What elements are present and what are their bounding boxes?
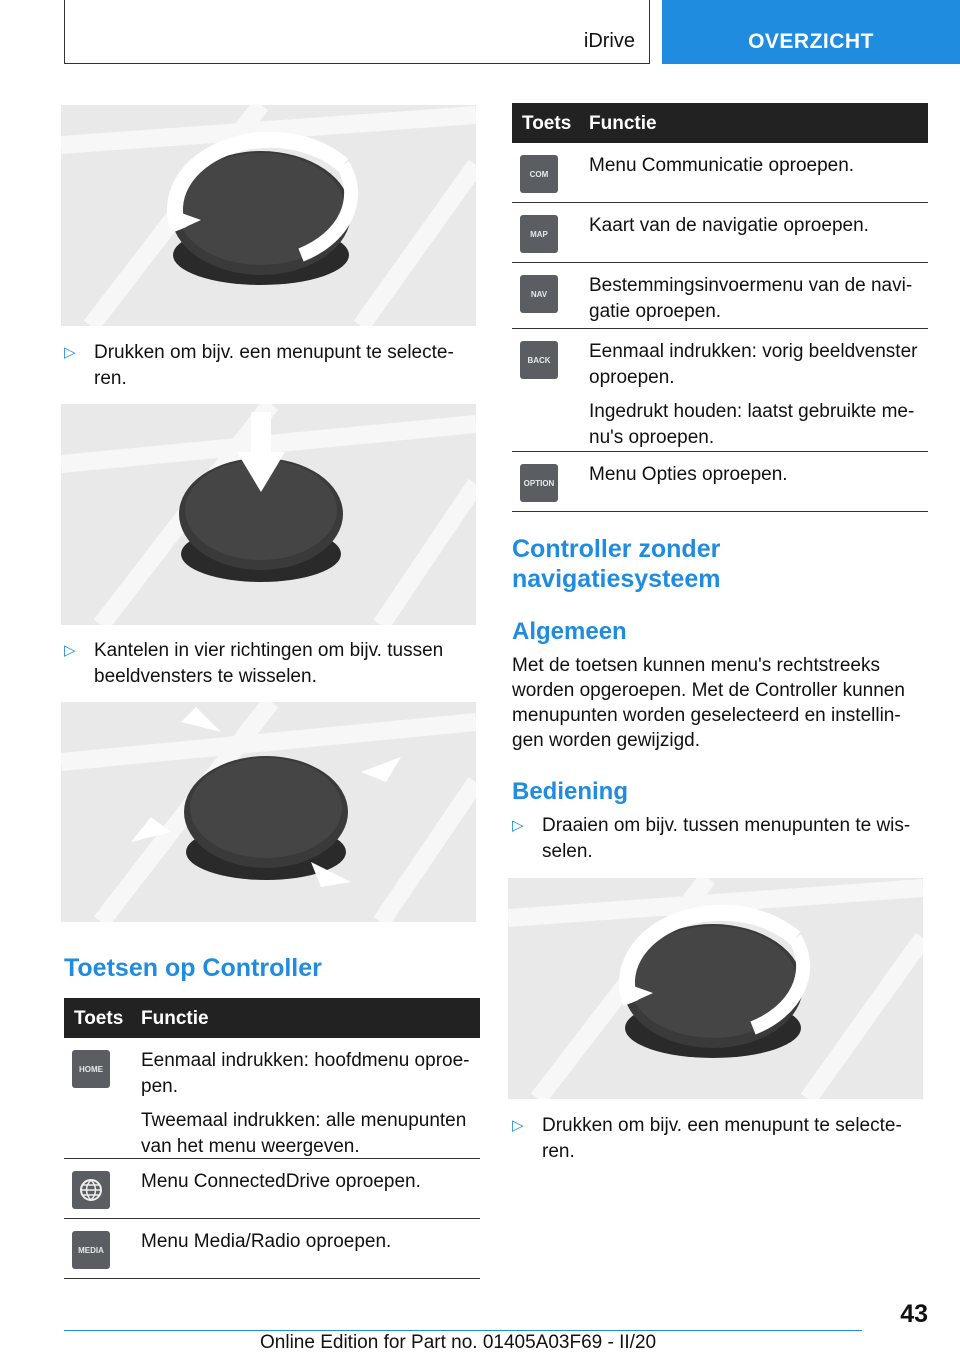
chapter-tab: OVERZICHT: [662, 0, 960, 64]
cell-text: Menu Communicatie oproepen.: [589, 155, 855, 176]
back-key-icon: BACK: [520, 341, 558, 379]
cell-text: Ingedrukt houden: laatst gebruikte me‐nu's oproepen.: [589, 401, 915, 448]
general-paragraph: Met de toetsen kunnen menu's rechtstreeks worden opgeroepen. Met de Controller kunnen menupunten worden geselecteerd en instellin‐gen worden gewijzigd.: [512, 655, 905, 751]
cell-text: Menu ConnectedDrive oproepen.: [141, 1171, 421, 1192]
table-row: [512, 203, 928, 263]
subheading-operation: Bediening: [512, 778, 629, 805]
bullet-text: Draaien om bijv. tussen menupunten te wis‐selen.: [542, 815, 911, 862]
section-heading-controller: Controller zonder navigatiesysteem: [512, 535, 721, 593]
table-row: [512, 143, 928, 203]
edition-note: [260, 1332, 656, 1354]
table-row: [512, 263, 928, 329]
table-row: [64, 1219, 480, 1279]
option-key-icon: OPTION: [520, 464, 558, 502]
globe-key-icon: [72, 1171, 110, 1209]
bullet-rotate: [512, 813, 924, 865]
edition-text: Online Edition for Part no. 01405A03F69 - II/20: [260, 1332, 657, 1353]
bullet-tilt: [64, 638, 476, 690]
table-header: [512, 103, 928, 143]
cell-text: Menu Media/Radio oproepen.: [141, 1231, 392, 1252]
table-header: [64, 998, 480, 1038]
section-heading-keys: Toetsen op Controller: [64, 954, 322, 982]
table-row: [512, 452, 928, 512]
nav-key-icon: NAV: [520, 275, 558, 313]
table-row: [64, 1038, 480, 1159]
map-key-icon: MAP: [520, 215, 558, 253]
footer-divider: [64, 1330, 862, 1331]
bullet-press-2: [512, 1113, 924, 1165]
cell-text: Menu Opties oproepen.: [589, 464, 788, 485]
media-key-icon: MEDIA: [72, 1231, 110, 1269]
com-key-icon: COM: [520, 155, 558, 193]
bullet-text: Drukken om bijv. een menupunt te selecte‐ren.: [542, 1115, 902, 1162]
header-function: Functie: [589, 113, 657, 134]
cell-text: Bestemmingsinvoermenu van de navi‐gatie oproepen.: [589, 275, 913, 322]
controller-press-image: [61, 404, 476, 625]
page-number: 43: [900, 1300, 928, 1328]
section-title: iDrive: [583, 30, 635, 52]
keys-table-right: [512, 103, 928, 512]
header-key: Toets: [74, 1008, 124, 1029]
cell-text: Eenmaal indrukken: vorig beeldvenster oproepen.: [589, 341, 918, 388]
triangle-bullet-icon: ▷: [64, 344, 76, 361]
cell-text: Eenmaal indrukken: hoofdmenu oproe‐pen.: [141, 1050, 470, 1097]
triangle-bullet-icon: ▷: [64, 642, 76, 659]
bullet-text: Drukken om bijv. een menupunt te selecte‐ren.: [94, 342, 454, 389]
subheading-general: Algemeen: [512, 618, 627, 645]
cell-text: Tweemaal indrukken: alle menupunten van het menu weergeven.: [141, 1110, 467, 1157]
table-row: [64, 1159, 480, 1219]
controller-rotate-image: [61, 105, 476, 326]
triangle-bullet-icon: ▷: [512, 817, 524, 834]
home-key-icon: HOME: [72, 1050, 110, 1088]
keys-table-left: [64, 998, 480, 1279]
header-key: Toets: [522, 113, 572, 134]
triangle-bullet-icon: ▷: [512, 1117, 524, 1134]
bullet-text: Kantelen in vier richtingen om bijv. tussen beeldvensters te wisselen.: [94, 640, 444, 687]
cell-text: Kaart van de navigatie oproepen.: [589, 215, 869, 236]
controller-rotate-image-2: [508, 878, 923, 1099]
header-function: Functie: [141, 1008, 209, 1029]
header-frame: [64, 0, 650, 64]
controller-tilt-image: [61, 702, 476, 922]
bullet-press: [64, 340, 476, 392]
table-row: [512, 329, 928, 452]
